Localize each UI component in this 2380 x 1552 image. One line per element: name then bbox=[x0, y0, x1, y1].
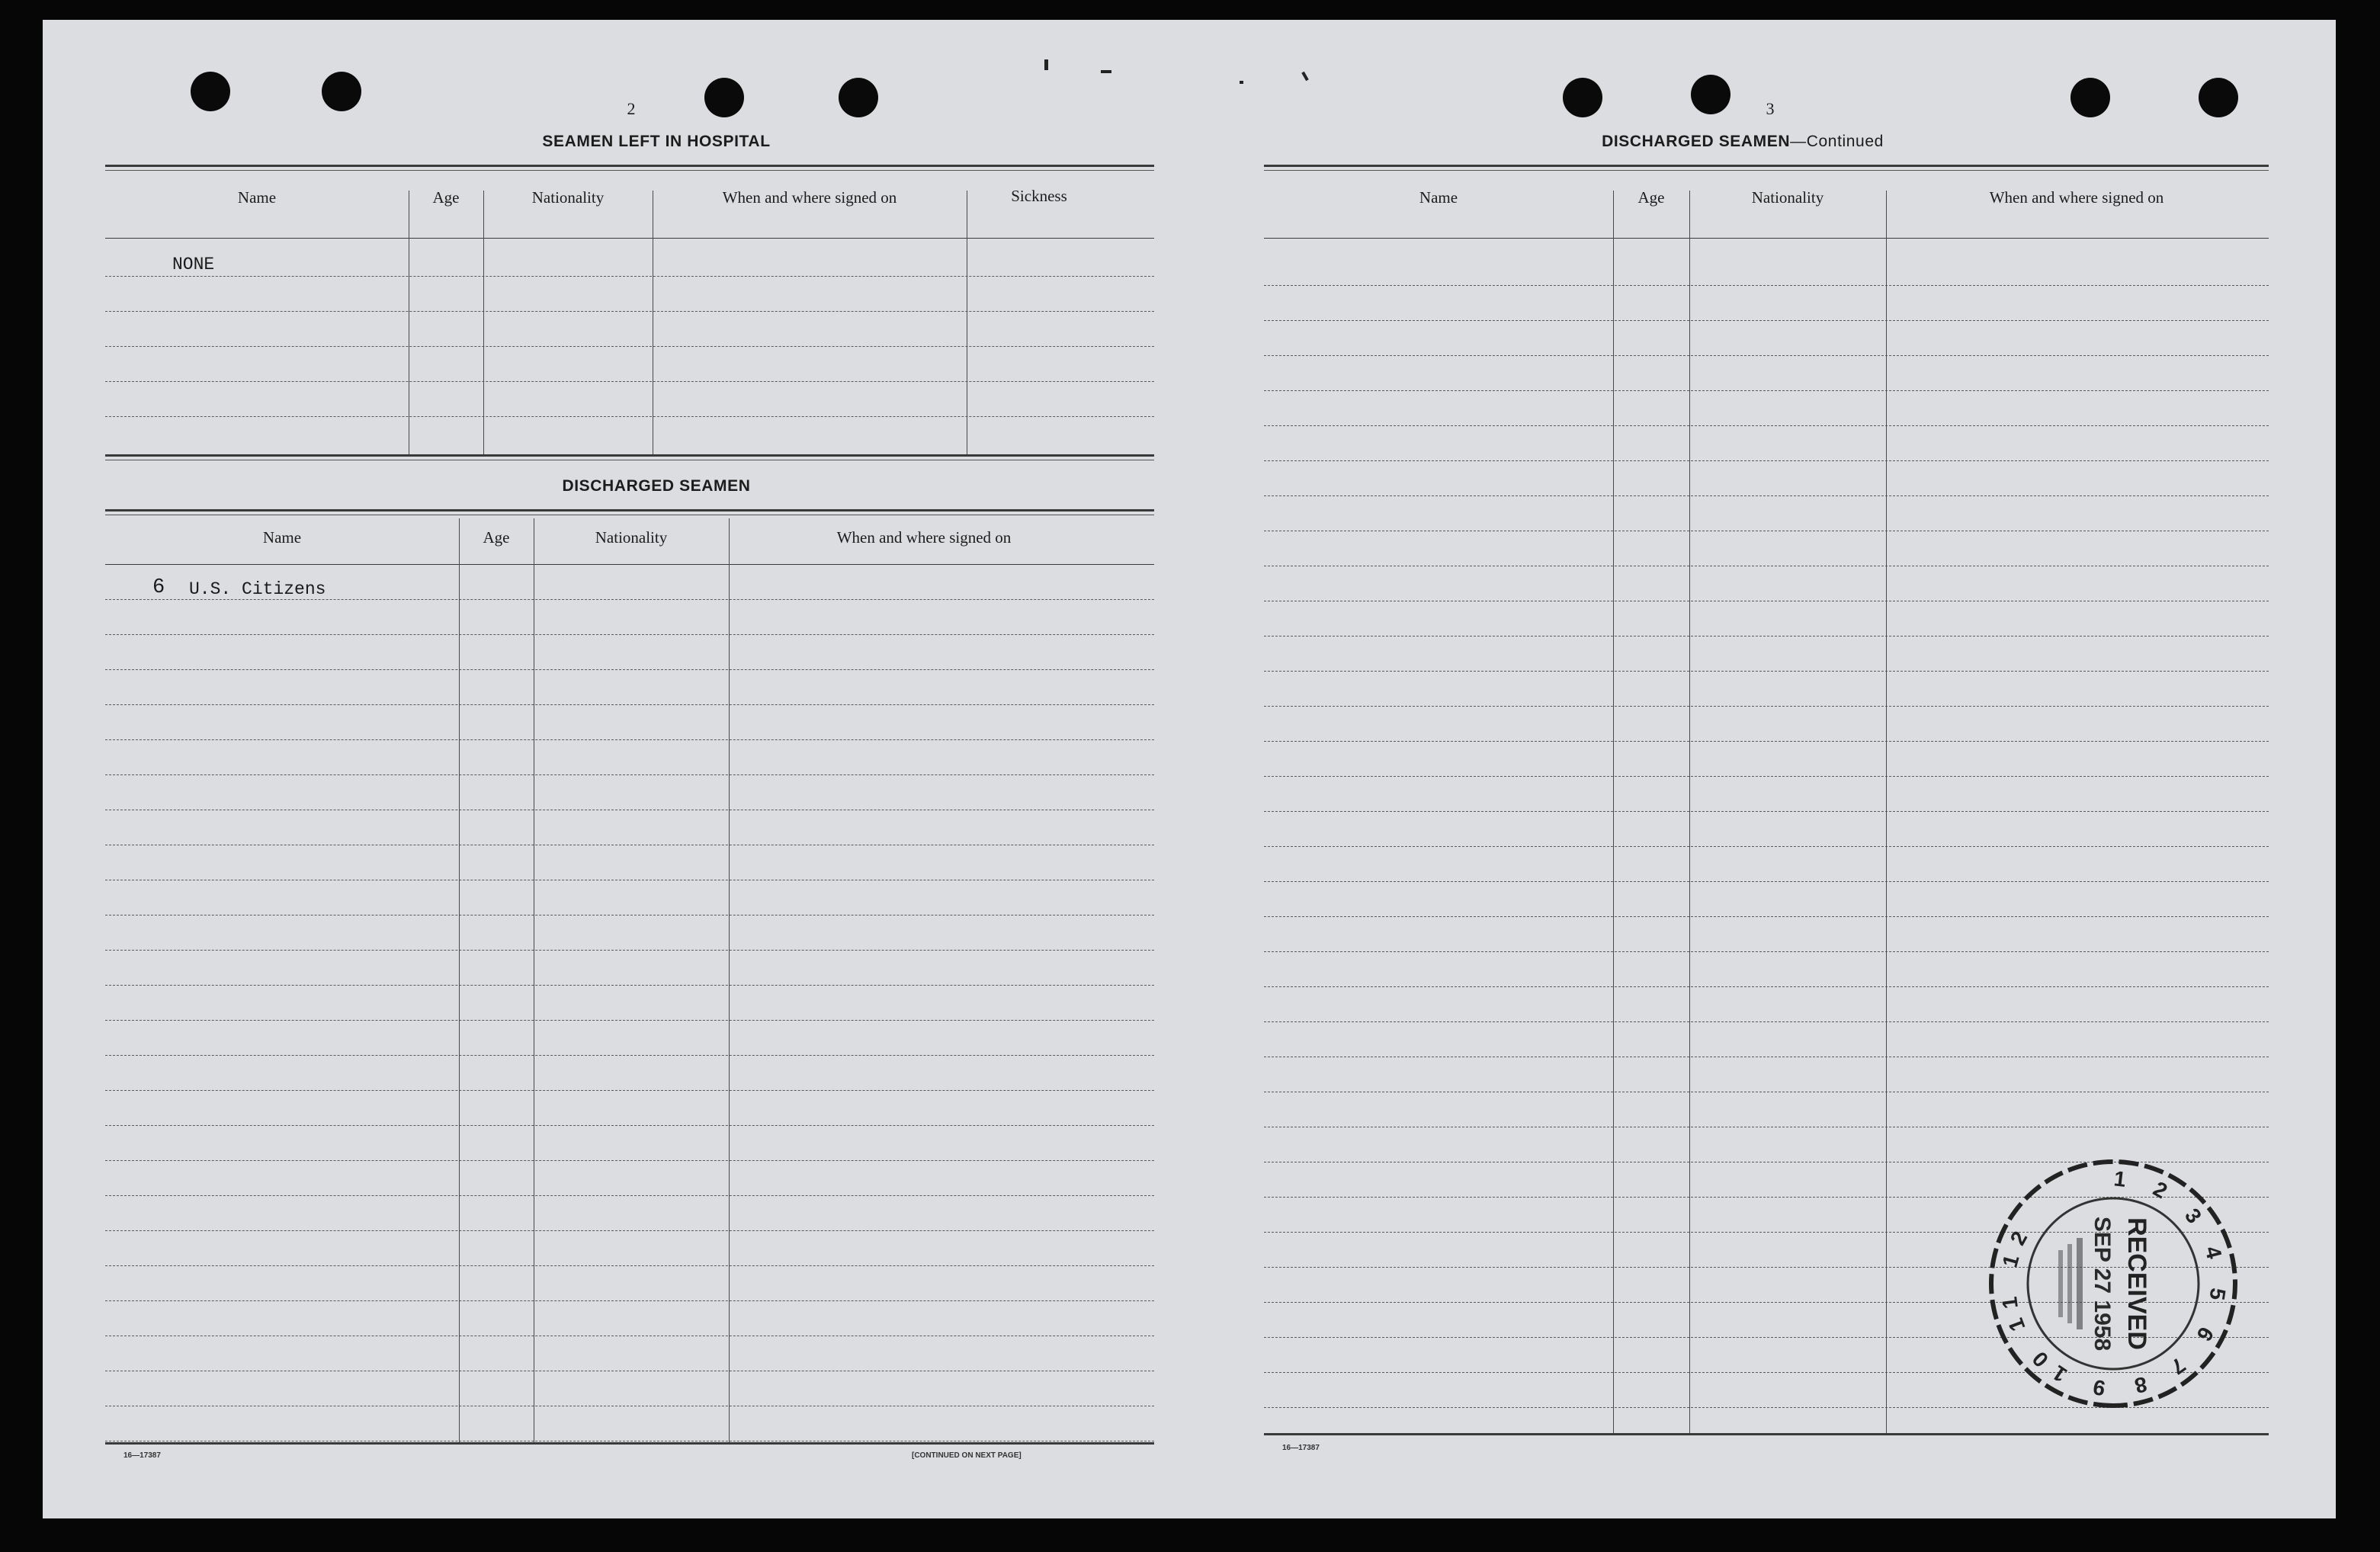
row-rule bbox=[105, 634, 1154, 635]
row-rule bbox=[1264, 320, 2269, 321]
column-header-signed-on: When and where signed on bbox=[836, 528, 1012, 547]
column-rule bbox=[1613, 191, 1614, 1433]
column-header-age: Age bbox=[432, 188, 460, 207]
row-rule bbox=[105, 1090, 1154, 1091]
row-rule bbox=[105, 381, 1154, 382]
column-rule bbox=[729, 518, 730, 1442]
hospital-top-rule bbox=[105, 165, 1154, 167]
punch-hole bbox=[191, 72, 230, 111]
row-rule bbox=[105, 1300, 1154, 1301]
stamp-word: RECEIVED bbox=[2122, 1217, 2151, 1350]
title-suffix: —Continued bbox=[1790, 133, 1884, 150]
continued-note: [CONTINUED ON NEXT PAGE] bbox=[912, 1451, 1022, 1460]
column-header-sickness: Sickness bbox=[1011, 187, 1067, 205]
row-rule bbox=[1264, 671, 2269, 672]
column-header-name: Name bbox=[1419, 188, 1458, 207]
header-divider bbox=[1264, 238, 2269, 239]
received-stamp bbox=[1984, 1154, 2243, 1413]
stamp-ring-digits: 1 2 3 4 5 6 7 8 9 10 11 12 bbox=[1996, 1166, 2231, 1401]
ink-speck bbox=[1240, 81, 1243, 84]
row-rule bbox=[105, 1265, 1154, 1266]
column-header-nationality: Nationality bbox=[531, 188, 605, 207]
column-rule bbox=[1689, 191, 1690, 1433]
row-rule bbox=[105, 1020, 1154, 1021]
section-title-discharged: DISCHARGED SEAMEN bbox=[562, 477, 751, 495]
row-rule bbox=[105, 704, 1154, 705]
row-rule bbox=[105, 1055, 1154, 1056]
row-rule bbox=[1264, 881, 2269, 882]
punch-hole bbox=[1563, 78, 1602, 117]
row-rule bbox=[1264, 811, 2269, 812]
row-rule bbox=[1264, 285, 2269, 286]
right-top-rule bbox=[1264, 165, 2269, 167]
hospital-bottom-rule bbox=[105, 454, 1154, 457]
ink-speck bbox=[1301, 72, 1308, 81]
discharged-bottom-rule bbox=[105, 1442, 1154, 1445]
column-header-signed-on: When and where signed on bbox=[722, 188, 897, 207]
section-title-discharged-continued bbox=[1514, 133, 1971, 151]
row-rule bbox=[105, 599, 1154, 600]
row-rule bbox=[105, 985, 1154, 986]
column-header-name: Name bbox=[237, 188, 277, 207]
row-rule bbox=[1264, 636, 2269, 637]
row-rule bbox=[1264, 846, 2269, 847]
discharged-top-rule bbox=[105, 509, 1154, 511]
row-rule bbox=[1264, 951, 2269, 952]
punch-hole bbox=[2199, 78, 2238, 117]
punch-hole bbox=[1691, 75, 1730, 114]
row-rule bbox=[1264, 425, 2269, 426]
row-rule bbox=[1264, 460, 2269, 461]
header-divider bbox=[105, 564, 1154, 565]
punch-hole bbox=[2070, 78, 2110, 117]
page-number: 2 bbox=[627, 99, 636, 118]
row-rule bbox=[105, 1195, 1154, 1196]
row-rule bbox=[1264, 390, 2269, 391]
column-header-name: Name bbox=[262, 528, 302, 547]
row-rule bbox=[1264, 916, 2269, 917]
row-rule bbox=[105, 346, 1154, 347]
punch-hole bbox=[704, 78, 744, 117]
row-rule bbox=[1264, 741, 2269, 742]
typed-entry-none: NONE bbox=[172, 255, 215, 274]
row-rule bbox=[105, 1230, 1154, 1231]
column-header-signed-on: When and where signed on bbox=[1989, 188, 2164, 207]
row-rule bbox=[1264, 495, 2269, 496]
punch-hole bbox=[839, 78, 878, 117]
row-rule bbox=[1264, 706, 2269, 707]
discharged-table bbox=[105, 515, 1154, 1445]
row-rule bbox=[105, 739, 1154, 740]
row-rule bbox=[105, 950, 1154, 951]
ink-speck bbox=[1101, 70, 1111, 73]
column-rule bbox=[483, 191, 484, 454]
row-rule bbox=[105, 416, 1154, 417]
row-rule bbox=[1264, 776, 2269, 777]
ink-speck bbox=[1044, 59, 1048, 70]
right-bottom-rule bbox=[1264, 1433, 2269, 1435]
column-rule bbox=[1886, 191, 1887, 1433]
row-rule bbox=[105, 669, 1154, 670]
column-header-age: Age bbox=[1637, 188, 1665, 207]
section-title-hospital: SEAMEN LEFT IN HOSPITAL bbox=[542, 133, 771, 150]
column-header-nationality: Nationality bbox=[1751, 188, 1824, 207]
row-rule bbox=[105, 276, 1154, 277]
title-main: DISCHARGED SEAMEN bbox=[1602, 133, 1791, 150]
hospital-table bbox=[105, 171, 1154, 454]
typed-entry-citizens: U.S. Citizens bbox=[189, 579, 326, 599]
row-rule bbox=[1264, 355, 2269, 356]
row-rule bbox=[105, 1125, 1154, 1126]
punch-hole bbox=[322, 72, 361, 111]
page-number: 3 bbox=[1766, 99, 1775, 118]
column-rule bbox=[459, 518, 460, 1442]
form-number: 16—17387 bbox=[1282, 1444, 1320, 1452]
document-paper bbox=[43, 20, 2336, 1518]
column-header-nationality: Nationality bbox=[595, 528, 668, 547]
row-rule bbox=[1264, 986, 2269, 987]
header-divider bbox=[105, 238, 1154, 239]
stamp-date: SEP 27 1958 bbox=[2090, 1216, 2115, 1352]
row-rule bbox=[105, 1160, 1154, 1161]
row-rule bbox=[105, 774, 1154, 775]
column-header-age: Age bbox=[483, 528, 510, 547]
row-rule bbox=[105, 311, 1154, 312]
row-rule bbox=[1264, 1021, 2269, 1022]
form-number: 16—17387 bbox=[123, 1451, 161, 1460]
typed-entry-count: 6 bbox=[152, 576, 165, 599]
